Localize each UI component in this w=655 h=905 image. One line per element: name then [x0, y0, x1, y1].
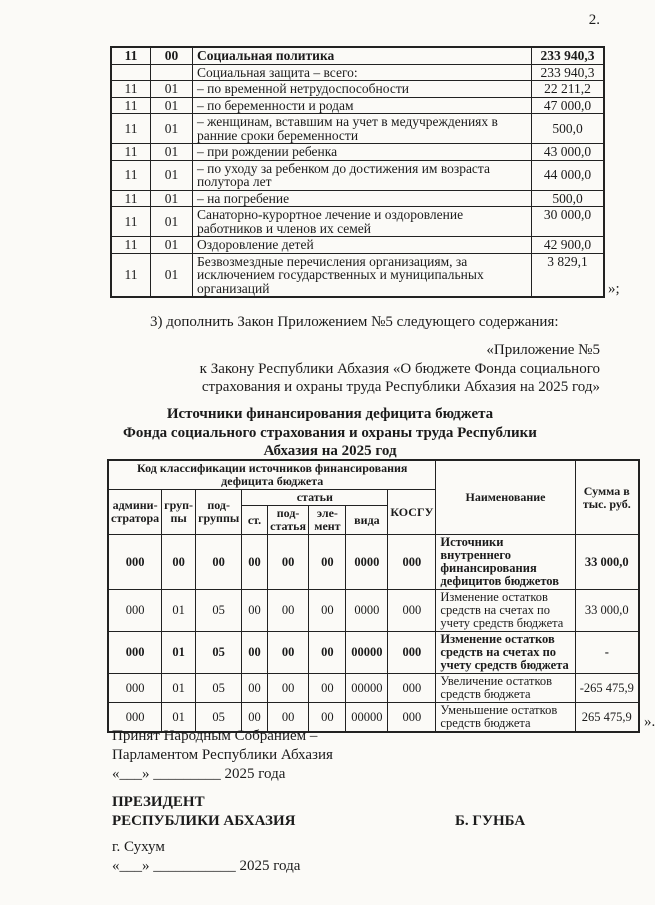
adoption-date-line: «___» _________ 2025 года	[112, 766, 286, 782]
cell-kosgu: 000	[388, 632, 436, 674]
cell-expense-name: – на погребение	[193, 190, 532, 207]
appendix-reference-line: «Приложение №5	[486, 342, 600, 358]
appendix-reference-line: страхования и охраны труда Республики Абхазия на 2025 год»	[201, 379, 600, 395]
cell-article: 00	[242, 632, 267, 674]
cell-amount: 233 940,3	[532, 64, 605, 81]
table-row	[111, 97, 604, 114]
cell-subarticle: 00	[267, 703, 309, 733]
cell-sum: -	[575, 632, 639, 674]
cell-amount: 30 000,0	[532, 207, 605, 237]
table-row	[111, 81, 604, 98]
table-row	[108, 632, 639, 674]
cell-expense-name: Санаторно-курортное лечение и оздоровление работников и членов их семей	[193, 207, 532, 237]
cell-subsection-code: 01	[151, 144, 193, 161]
deficit-sources-table-container	[107, 459, 655, 733]
cell-subarticle: 00	[267, 535, 309, 590]
header-group: груп-пы	[162, 490, 196, 535]
table-row	[111, 237, 604, 254]
cell-subarticle: 00	[267, 674, 309, 703]
cell-source-name: Изменение остатков средств на счетах по учету средств бюджета	[436, 590, 575, 632]
header-subgroup: под-группы	[196, 490, 242, 535]
cell-sum: -265 475,9	[575, 674, 639, 703]
cell-amount: 22 211,2	[532, 81, 605, 98]
cell-article: 00	[242, 674, 267, 703]
cell-element: 00	[309, 590, 346, 632]
cell-source-name: Источники внутреннего финансирования дефицитов бюджетов	[436, 535, 575, 590]
cell-kosgu: 000	[388, 535, 436, 590]
cell-amount: 42 900,0	[532, 237, 605, 254]
cell-group: 01	[162, 590, 196, 632]
cell-sum: 33 000,0	[575, 590, 639, 632]
cell-admin: 000	[108, 535, 162, 590]
header-sum: Сумма в тыс. руб.	[575, 460, 639, 535]
cell-subsection-code: 01	[151, 114, 193, 144]
cell-admin: 000	[108, 590, 162, 632]
cell-group: 01	[162, 703, 196, 733]
appendix-title-line: Источники финансирования дефицита бюджета	[166, 406, 494, 422]
cell-vida: 0000	[346, 535, 388, 590]
appendix-title-line: Абхазия на 2025 год	[263, 443, 397, 459]
president-title-line: РЕСПУБЛИКИ АБХАЗИЯ	[112, 813, 296, 829]
table-row	[108, 674, 639, 703]
cell-sum: 265 475,9	[575, 703, 639, 733]
cell-sum: 33 000,0	[575, 535, 639, 590]
cell-section-code: 11	[111, 160, 151, 190]
president-title-line: ПРЕЗИДЕНТ	[112, 794, 205, 810]
cell-article: 00	[242, 535, 267, 590]
cell-amount: 500,0	[532, 114, 605, 144]
cell-subarticle: 00	[267, 632, 309, 674]
cell-group: 00	[162, 535, 196, 590]
header-element: эле-мент	[309, 506, 346, 535]
cell-element: 00	[309, 674, 346, 703]
cell-admin: 000	[108, 703, 162, 733]
cell-subgroup: 00	[196, 535, 242, 590]
place-date-line: «___» ___________ 2025 года	[112, 858, 301, 874]
table-row	[111, 64, 604, 81]
header-code-classification: Код классификации источников финансирования дефицита бюджета	[108, 460, 436, 490]
cell-subgroup: 05	[196, 632, 242, 674]
header-vida: вида	[346, 506, 388, 535]
cell-expense-name: – женщинам, вставшим на учет в медучреждениях в ранние сроки беременности	[193, 114, 532, 144]
cell-subgroup: 05	[196, 674, 242, 703]
closing-quote-semicolon: »;	[608, 281, 620, 297]
table-row	[108, 535, 639, 590]
cell-vida: 00000	[346, 632, 388, 674]
adoption-line: Принят Народным Собранием –	[112, 728, 318, 744]
cell-article: 00	[242, 590, 267, 632]
table-row	[111, 253, 604, 297]
cell-subsection-code: 01	[151, 207, 193, 237]
cell-group: 01	[162, 674, 196, 703]
cell-subsection-code: 01	[151, 160, 193, 190]
cell-section-code: 11	[111, 114, 151, 144]
cell-section-code: 11	[111, 81, 151, 98]
cell-section-code: 11	[111, 47, 151, 64]
cell-group: 01	[162, 632, 196, 674]
cell-expense-name: Оздоровление детей	[193, 237, 532, 254]
signature-block	[112, 793, 592, 831]
header-articles: статьи	[242, 490, 388, 506]
cell-expense-name: Безвозмездные перечисления организациям, за исключением государственных и муниципальных организаций	[193, 253, 532, 297]
appendix-reference-line: к Закону Республики Абхазия «О бюджете Фонда социального	[199, 360, 600, 377]
appendix-title-line: Фонда социального страхования и охраны труда Республики	[123, 424, 537, 441]
cell-expense-name: – по уходу за ребенком до достижения им возраста полутора лет	[193, 160, 532, 190]
cell-kosgu: 000	[388, 590, 436, 632]
table-row	[111, 114, 604, 144]
appendix-title	[85, 405, 575, 461]
cell-expense-name: – по беременности и родам	[193, 97, 532, 114]
cell-expense-name: – при рождении ребенка	[193, 144, 532, 161]
cell-subgroup: 05	[196, 590, 242, 632]
cell-section-code: 11	[111, 253, 151, 297]
cell-kosgu: 000	[388, 703, 436, 733]
table-row	[111, 190, 604, 207]
cell-subsection-code	[151, 64, 193, 81]
cell-subsection-code: 00	[151, 47, 193, 64]
cell-admin: 000	[108, 632, 162, 674]
cell-section-code: 11	[111, 237, 151, 254]
cell-source-name: Увеличение остатков средств бюджета	[436, 674, 575, 703]
cell-section-code: 11	[111, 190, 151, 207]
cell-kosgu: 000	[388, 674, 436, 703]
table-header-row	[108, 460, 639, 490]
cell-section-code: 11	[111, 97, 151, 114]
cell-source-name: Уменьшение остатков средств бюджета	[436, 703, 575, 733]
expenditure-table-container	[110, 46, 620, 298]
place-line: г. Сухум	[112, 839, 165, 855]
page-number: 2.	[588, 12, 600, 28]
cell-vida: 00000	[346, 674, 388, 703]
table-row	[108, 590, 639, 632]
cell-subarticle: 00	[267, 590, 309, 632]
amendment-paragraph: 3) дополнить Закон Приложением №5 следующего содержания:	[150, 314, 559, 330]
cell-article: 00	[242, 703, 267, 733]
cell-expense-name: – по временной нетрудоспособности	[193, 81, 532, 98]
table-row	[111, 144, 604, 161]
cell-amount: 3 829,1	[532, 253, 605, 297]
adoption-line: Парламентом Республики Абхазия	[112, 747, 333, 763]
cell-expense-name: Социальная защита – всего:	[193, 64, 532, 81]
cell-expense-name: Социальная политика	[193, 47, 532, 64]
expenditure-table	[110, 46, 605, 298]
president-name: Б. ГУНБА	[455, 813, 526, 829]
table-row	[111, 207, 604, 237]
cell-amount: 500,0	[532, 190, 605, 207]
cell-element: 00	[309, 703, 346, 733]
place-date-block	[112, 838, 300, 876]
cell-subsection-code: 01	[151, 81, 193, 98]
cell-section-code: 11	[111, 144, 151, 161]
deficit-sources-table	[107, 459, 640, 733]
cell-vida: 00000	[346, 703, 388, 733]
cell-subsection-code: 01	[151, 97, 193, 114]
cell-element: 00	[309, 632, 346, 674]
cell-source-name: Изменение остатков средств на счетах по учету средств бюджета	[436, 632, 575, 674]
cell-section-code	[111, 64, 151, 81]
table-row	[111, 47, 604, 64]
adoption-block	[112, 727, 333, 784]
cell-amount: 233 940,3	[532, 47, 605, 64]
header-kosgu: КОСГУ	[388, 490, 436, 535]
cell-subsection-code: 01	[151, 237, 193, 254]
cell-admin: 000	[108, 674, 162, 703]
cell-subgroup: 05	[196, 703, 242, 733]
cell-subsection-code: 01	[151, 253, 193, 297]
cell-element: 00	[309, 535, 346, 590]
cell-subsection-code: 01	[151, 190, 193, 207]
cell-amount: 47 000,0	[532, 97, 605, 114]
header-subarticle: под-статья	[267, 506, 309, 535]
closing-quote-period: ».	[644, 714, 655, 730]
header-administrator: админи-стратора	[108, 490, 162, 535]
header-article: ст.	[242, 506, 267, 535]
cell-vida: 0000	[346, 590, 388, 632]
appendix-reference	[150, 341, 600, 397]
cell-amount: 44 000,0	[532, 160, 605, 190]
cell-section-code: 11	[111, 207, 151, 237]
table-row	[111, 160, 604, 190]
header-name: Наименование	[436, 460, 575, 535]
cell-amount: 43 000,0	[532, 144, 605, 161]
